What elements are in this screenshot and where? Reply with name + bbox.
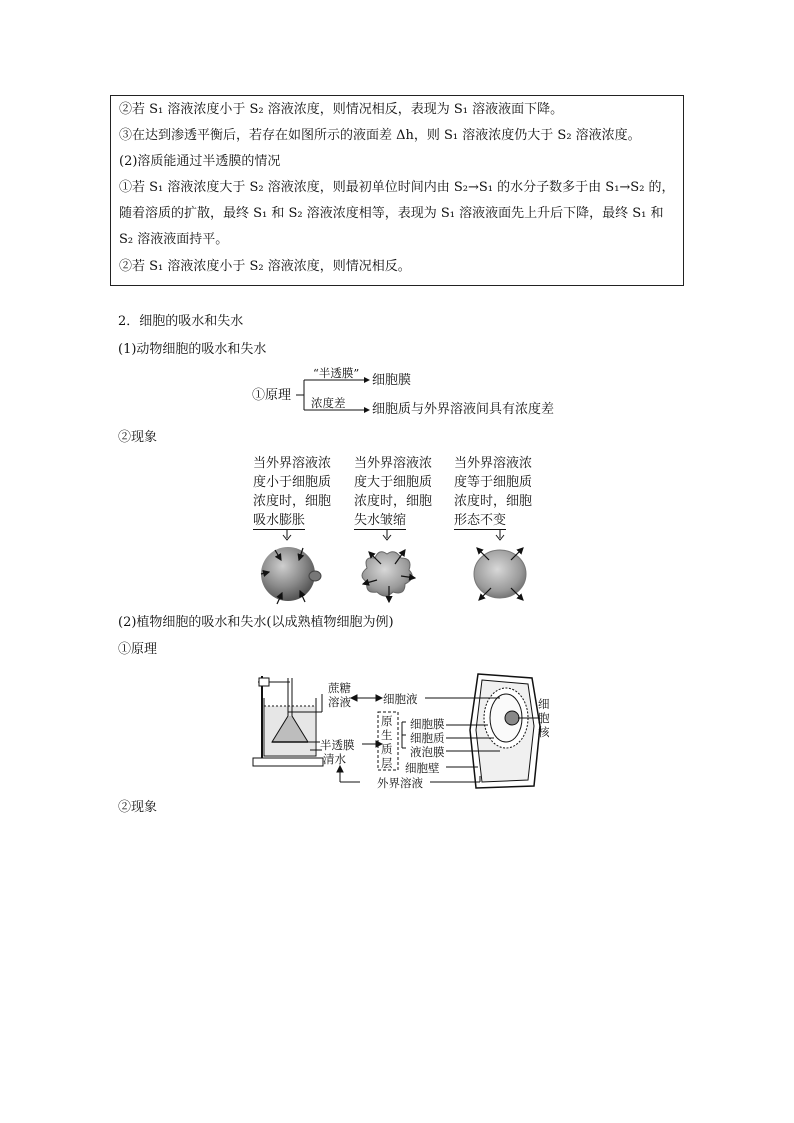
subsection-animal: (1)动物细胞的吸水和失水	[118, 342, 267, 357]
protoplast-1: 原	[381, 714, 393, 728]
cell-wall-label: 细胞壁	[405, 761, 440, 775]
nucleus-label-1: 细	[538, 697, 550, 711]
box-line-1: ②若 S₁ 溶液浓度小于 S₂ 溶液浓度，则情况相反，表现为 S₁ 溶液液面下降。	[119, 102, 564, 117]
case-same-line-2: 度等于细胞质	[454, 475, 533, 490]
semipermeable-label: “半透膜”	[313, 366, 360, 380]
nucleus-label-2: 胞	[538, 711, 550, 725]
normal-cell	[474, 550, 526, 598]
case-swell-line-3: 浓度时，细胞	[253, 494, 332, 509]
animal-cells-illustration	[255, 528, 555, 608]
case-same-line-1: 当外界溶液浓	[454, 456, 533, 471]
principle2-label: ①原理	[118, 642, 158, 657]
case-same-line-3: 浓度时，细胞	[454, 494, 533, 509]
protoplast-4: 层	[381, 756, 393, 770]
case-swell-result: 吸水膨胀	[253, 513, 306, 528]
case-shrink-line-2: 度大于细胞质	[354, 475, 433, 490]
subsection-plant: (2)植物细胞的吸水和失水(以成熟植物细胞为例)	[118, 615, 394, 630]
sucrose-label-2: 溶液	[328, 695, 351, 709]
membrane-label: 半透膜	[320, 738, 355, 752]
part-cytoplasm: 细胞质	[410, 731, 445, 745]
protoplast-2: 生	[381, 728, 393, 742]
box-line-2: ③在达到渗透平衡后，若存在如图所示的液面差 Δh，则 S₁ 溶液浓度仍大于 S₂ 溶液浓度。	[119, 128, 641, 143]
swollen-cell	[261, 547, 315, 601]
cell-sap-label: 细胞液	[383, 692, 418, 706]
box-line-4: ①若 S₁ 溶液浓度大于 S₂ 溶液浓度，则最初单位时间内由 S₂→S₁ 的水分子数多于由 S₁→S₂ 的，	[119, 180, 675, 195]
case-shrink-line-1: 当外界溶液浓	[354, 456, 433, 471]
phenomenon2-label: ②现象	[118, 800, 158, 815]
protoplast-3: 质	[381, 742, 393, 756]
down-arrow-icon	[283, 530, 504, 540]
case-swell-line-1: 当外界溶液浓	[253, 456, 332, 471]
shrunken-cell	[362, 552, 412, 596]
concentration-label: 浓度差	[311, 396, 346, 410]
part-cell-membrane: 细胞膜	[410, 717, 445, 731]
outside-solution-label: 外界溶液	[377, 776, 423, 790]
part-tonoplast: 液泡膜	[410, 745, 445, 759]
sucrose-label-1: 蔗糖	[328, 681, 351, 695]
case-shrink-line-3: 浓度时，细胞	[354, 494, 433, 509]
principle-label: ①原理	[252, 388, 292, 403]
cell-membrane-target: 细胞膜	[372, 373, 412, 388]
nucleus-label-3: 核	[538, 725, 550, 739]
box-line-5: 随着溶质的扩散，最终 S₁ 和 S₂ 溶液浓度相等，表现为 S₁ 溶液液面先上升后下降，最终 S₁ 和	[119, 206, 664, 221]
box-line-7: ②若 S₁ 溶液浓度小于 S₂ 溶液浓度，则情况相反。	[119, 259, 411, 274]
water-label: 清水	[323, 752, 346, 766]
section-title: 2．细胞的吸水和失水	[118, 314, 244, 329]
box-line-6: S₂ 溶液液面持平。	[119, 232, 229, 247]
nucleus-shape	[505, 711, 519, 725]
concentration-target: 细胞质与外界溶液间具有浓度差	[372, 402, 555, 417]
case-shrink-result: 失水皱缩	[354, 513, 407, 528]
box-line-3: (2)溶质能通过半透膜的情况	[119, 154, 281, 169]
case-swell-line-2: 度小于细胞质	[253, 475, 332, 490]
phenomenon-label: ②现象	[118, 430, 158, 445]
case-same-result: 形态不变	[454, 513, 507, 528]
summary-box	[110, 95, 684, 286]
